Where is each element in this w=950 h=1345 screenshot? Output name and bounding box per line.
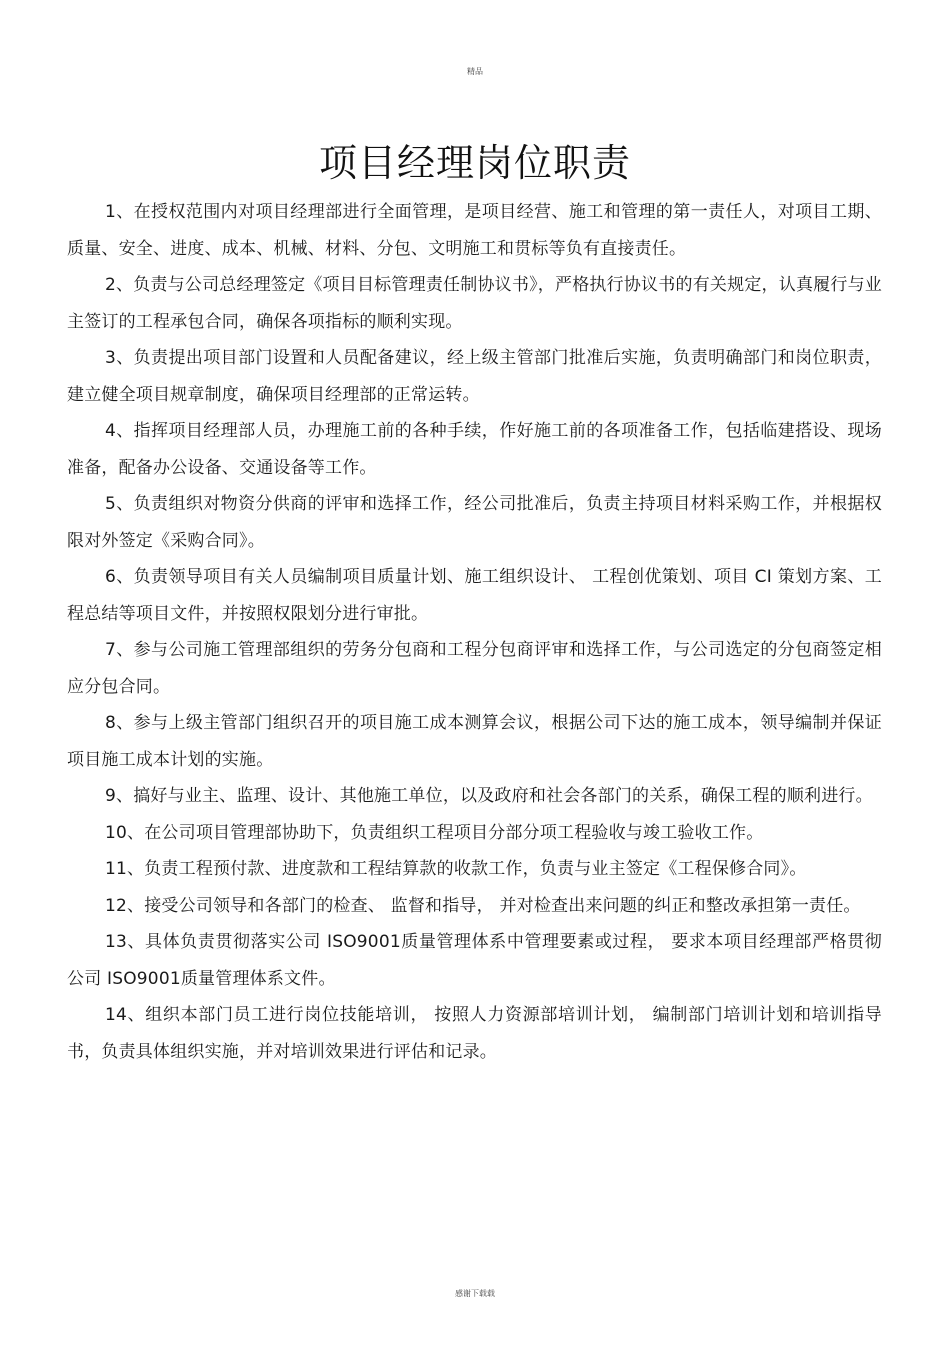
duty-item-12: 12、接受公司领导和各部门的检查、 监督和指导， 并对检查出来问题的纠正和整改承担第一责任。 xyxy=(105,895,861,916)
page-title: 项目经理岗位职责 xyxy=(318,141,631,185)
duty-item-11: 11、负责工程预付款、进度款和工程结算款的收款工作，负责与业主签定《工程保修合同》。 xyxy=(105,859,807,879)
duty-item-4: 4、指挥项目经理部人员，办理施工前的各种手续，作好施工前的各项准备工作，包括临建搭设、现场准备，配备办公设备、交通设备等工作。 xyxy=(67,421,882,478)
duty-item-9: 9、搞好与业主、监理、设计、其他施工单位，以及政府和社会各部门的关系，确保工程的顺利进行。 xyxy=(105,786,873,806)
footer-watermark: 感谢下载载 xyxy=(455,1289,495,1298)
duty-item-7: 7、参与公司施工管理部组织的劳务分包商和工程分包商评审和选择工作，与公司选定的分包商签定相应分包合同。 xyxy=(67,640,882,697)
duty-item-13: 13、具体负责贯彻落实公司 ISO9001质量管理体系中管理要素或过程， 要求本项目经理部严格贯彻公司 ISO9001质量管理体系文件。 xyxy=(67,932,882,989)
duty-item-3: 3、负责提出项目部门设置和人员配备建议，经上级主管部门批准后实施，负责明确部门和岗位职责，建立健全项目规章制度，确保项目经理部的正常运转。 xyxy=(67,348,882,405)
duty-item-14: 14、组织本部门员工进行岗位技能培训， 按照人力资源部培训计划， 编制部门培训计划和培训指导书，负责具体组织实施，并对培训效果进行评估和记录。 xyxy=(67,1005,882,1062)
duty-item-8: 8、参与上级主管部门组织召开的项目施工成本测算会议，根据公司下达的施工成本，领导编制并保证项目施工成本计划的实施。 xyxy=(67,713,882,770)
duty-item-10: 10、在公司项目管理部协助下，负责组织工程项目分部分项工程验收与竣工验收工作。 xyxy=(105,822,764,843)
duty-item-1: 1、在授权范围内对项目经理部进行全面管理，是项目经营、施工和管理的第一责任人，对项目工期、质量、安全、进度、成本、机械、材料、分包、文明施工和贯标等负有直接责任。 xyxy=(67,202,882,259)
header-watermark: 精品 xyxy=(467,67,483,76)
duty-item-2: 2、负责与公司总经理签定《项目目标管理责任制协议书》，严格执行协议书的有关规定，认真履行与业主签订的工程承包合同，确保各项指标的顺利实现。 xyxy=(67,275,882,332)
document-body xyxy=(67,194,882,1070)
duty-item-6: 6、负责领导项目有关人员编制项目质量计划、施工组织设计、 工程创优策划、项目 CI 策划方案、工程总结等项目文件，并按照权限划分进行审批。 xyxy=(67,567,882,624)
duty-item-5: 5、负责组织对物资分供商的评审和选择工作，经公司批准后，负责主持项目材料采购工作，并根据权限对外签定《采购合同》。 xyxy=(67,494,882,551)
